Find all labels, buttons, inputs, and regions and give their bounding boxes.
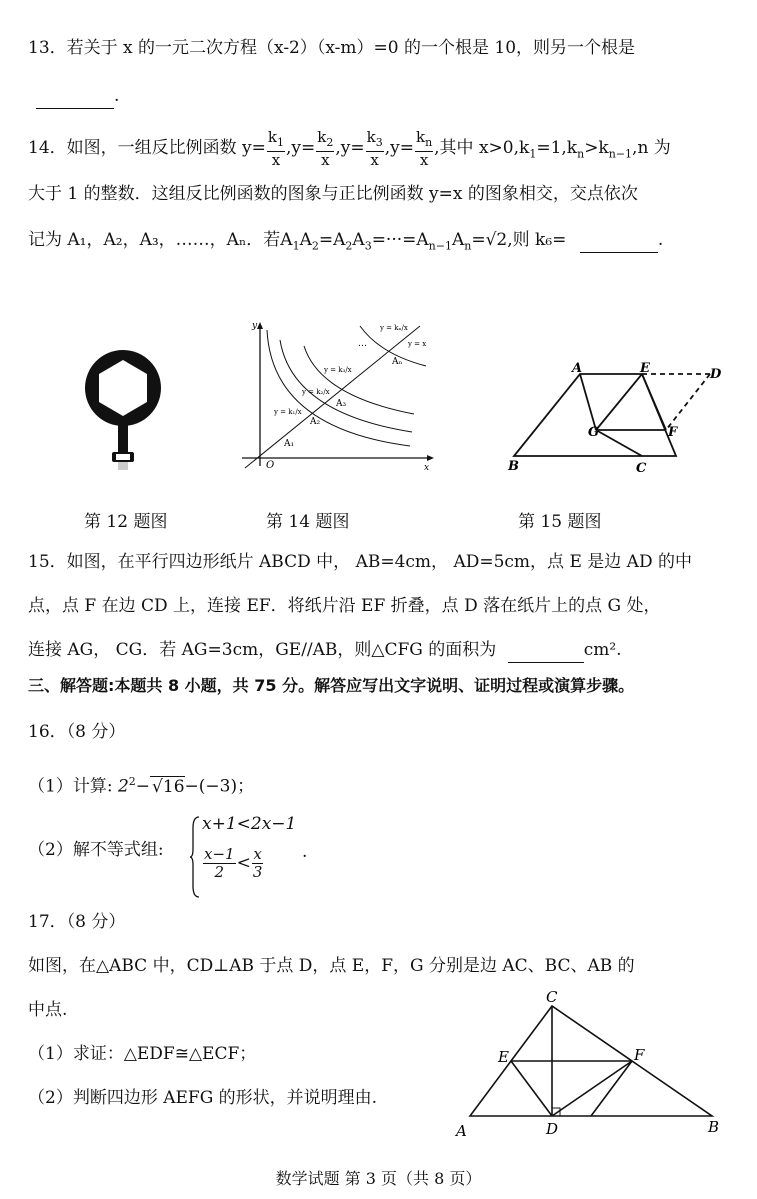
- q16-heading: 16．（8 分）: [28, 722, 126, 742]
- q16-part1: （1）计算: $2^2- √16-(-3)$；: [28, 775, 255, 797]
- svg-text:y = k₂/x: y = k₂/x: [302, 388, 330, 396]
- svg-text:y = x: y = x: [408, 340, 427, 348]
- svg-text:G: G: [588, 425, 600, 440]
- svg-text:F: F: [668, 425, 678, 440]
- q15-line1: 15．如图，在平行四边形纸片 ABCD 中， AB=4cm， AD=5cm，点 E 是边 AD 的中: [28, 552, 692, 572]
- q15-answer-blank[interactable]: [508, 638, 584, 663]
- svg-text:E: E: [498, 1048, 509, 1066]
- inequality-2: $\frac{x-1}{2}$ < $\frac{x}{3}$: [204, 845, 263, 881]
- inequality-1: x+1<2x−1: [202, 814, 297, 834]
- q13-line1: 13．若关于 x 的一元二次方程（x-2）（x-m）=0 的一个根是 10，则另一个根是: [28, 38, 636, 58]
- q14-frac-2: $\frac{k_2}{x}$: [317, 127, 334, 169]
- q16-part2-label: （2）解不等式组:: [28, 840, 164, 860]
- svg-text:O: O: [266, 460, 275, 471]
- svg-text:A₁: A₁: [284, 439, 295, 449]
- q13-answer-blank[interactable]: [36, 84, 114, 109]
- svg-text:F: F: [634, 1046, 645, 1064]
- q14-line3: 记为 A₁，A₂，A₃，……，Aₙ．若$A_1A_2=A_2A_3=\cdot\cdot\cdot=A_{n-1}A_n=√2$,则 k₆= .: [28, 230, 664, 253]
- figure-15: [504, 360, 734, 480]
- svg-text:B: B: [508, 459, 519, 474]
- svg-text:A: A: [456, 1122, 467, 1140]
- q14-line2: 大于 1 的整数．这组反比例函数的图象与正比例函数 y=x 的图象相交，交点依次: [28, 184, 638, 204]
- figure-17: [450, 988, 730, 1140]
- section-3-heading: 三、解答题:本题共 8 小题，共 75 分。解答应写出文字说明、证明过程或演算步骤。: [28, 676, 635, 695]
- svg-text:x: x: [424, 463, 430, 473]
- q14-frac-1: $\frac{k_1}{x}$: [267, 127, 284, 169]
- q14-frac-n: $\frac{k_n}{x}$: [415, 127, 433, 169]
- svg-text:A₃: A₃: [336, 399, 347, 409]
- q17-heading: 17．（8 分）: [28, 912, 126, 932]
- svg-text:Aₙ: Aₙ: [392, 357, 403, 367]
- page-footer: 数学试题 第 3 页（共 8 页）: [275, 1169, 482, 1188]
- caption-fig15: 第 15 题图: [518, 512, 602, 532]
- svg-text:B: B: [708, 1118, 720, 1136]
- q13-line2: [36, 84, 119, 109]
- svg-text:y: y: [252, 321, 258, 331]
- brace-icon: [190, 816, 200, 898]
- svg-text:y = k₁/x: y = k₁/x: [274, 408, 302, 416]
- q17-part2: （2）判断四边形 AEFG 的形状，并说明理由.: [28, 1088, 378, 1108]
- caption-fig14: 第 14 题图: [266, 512, 350, 532]
- q15-line3: 连接 AG， CG．若 AG=3cm，GE//AB，则△CFG 的面积为 cm².: [28, 638, 622, 663]
- svg-text:A: A: [572, 361, 583, 376]
- svg-text:A₂: A₂: [310, 417, 321, 427]
- svg-text:…: …: [358, 339, 367, 349]
- q14-text-a: 14．如图，一组反比例函数 y=: [28, 138, 266, 158]
- q14-answer-blank[interactable]: [580, 228, 658, 253]
- svg-text:D: D: [710, 367, 722, 382]
- q17-line1: 如图，在△ABC 中，CD⊥AB 于点 D，点 E，F，G 分别是边 AC、BC、AB 的: [28, 956, 635, 976]
- q14-text-b: ,其中 x>0,k: [434, 138, 530, 158]
- svg-text:y = kₙ/x: y = kₙ/x: [380, 324, 408, 332]
- figure-12: [80, 348, 170, 478]
- q15-line2: 点，点 F 在边 CD 上，连接 EF．将纸片沿 EF 折叠，点 D 落在纸片上的点 G 处，: [28, 596, 661, 616]
- q17-line2: 中点.: [28, 1000, 68, 1020]
- svg-text:E: E: [640, 361, 650, 376]
- svg-text:y = k₃/x: y = k₃/x: [324, 366, 352, 374]
- figure-14: [240, 318, 440, 478]
- caption-fig12: 第 12 题图: [84, 512, 168, 532]
- q13-end: .: [114, 86, 120, 106]
- q14-line1: 14．如图，一组反比例函数 y= $\frac{k_1}{x}$ ,y= $\frac{k_2}{x}$ ,y= $\frac{k_3}{x}$ ,y= $\frac{k_n}{x}$ ,其中 $x>0,k_1=1,k_n>k_{n-1},n$ 为: [28, 127, 671, 169]
- svg-text:D: D: [546, 1120, 559, 1138]
- svg-text:C: C: [546, 988, 558, 1006]
- q17-part1: （1）求证：△EDF≅△ECF；: [28, 1044, 257, 1064]
- q14-frac-3: $\frac{k_3}{x}$: [366, 127, 383, 169]
- q14-sep-3: ,y=: [384, 138, 414, 158]
- svg-text:C: C: [636, 461, 647, 476]
- q14-sep-1: ,y=: [285, 138, 316, 158]
- q14-sep-2: ,y=: [335, 138, 365, 158]
